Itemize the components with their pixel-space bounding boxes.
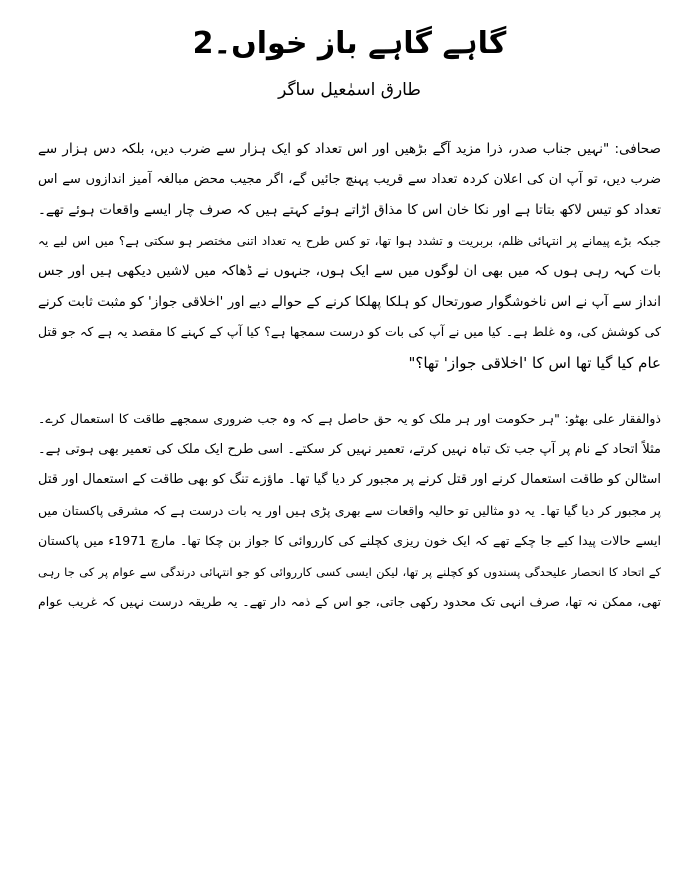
- text-line: تعداد کو تیس لاکھ بتاتا ہے اور نکا خان اس کا مذاق اڑاتے ہوئے کہتے ہیں کہ صرف چار ایسے واقعات ہوئے تھے۔: [38, 202, 661, 218]
- text-line: ضرب دیں، تو آپ ان کی اعلان کردہ تعداد سے قریب پہنچ جائیں گے، اگر مجیب محض مبالغہ آمیز اندازوں سے اس: [38, 171, 661, 187]
- text-line: عام کیا گیا تھا اس کا 'اخلاقی جواز' تھا؟": [408, 353, 661, 372]
- text-line: ذوالفقار علی بھٹو: "ہر حکومت اور ہر ملک کو یہ حق حاصل ہے کہ وہ جب ضروری سمجھے طاقت کا استعمال کرے۔: [38, 411, 661, 426]
- text-line: تھی، ممکن نہ تھا، صرف انہی تک محدود رکھی جاتی، جو اس کے ذمہ دار تھے۔ یہ طریقہ درست نہیں کہ غریب عوام: [38, 594, 661, 609]
- text-line: اسٹالن کو طاقت استعمال کرنے اور قتل کرنے پر مجبور کر دیا گیا تھا۔ ماؤزے تنگ کو بھی طاقت کے استعمال اور قتل: [38, 472, 661, 487]
- text-line: صحافی: "نہیں جناب صدر، ذرا مزید آگے بڑھیں اور اس تعداد کو ایک ہزار سے ضرب دیں، بلکہ دس ہزار سے: [38, 141, 661, 157]
- text-line: انداز سے آپ نے اس ناخوشگوار صورتحال کو ہلکا پھلکا کرنے کے حوالے دیے اور 'اخلاقی جواز' کو مثبت ثابت کرنے: [38, 293, 661, 310]
- text-line: مثلاً اتحاد کے نام پر آپ جب تک تباہ نہیں کرتے، تعمیر نہیں کر سکتے۔ اسی طرح ایک ملک کی تعمیر بھی ہوتی ہے۔: [38, 441, 661, 457]
- text-line: کی کوشش کی، وہ غلط ہے۔ کیا میں نے آپ کی بات کو درست سمجھا ہے؟ کیا آپ کے کہنے کا مقصد یہ ہے کہ جو قتل: [38, 324, 661, 339]
- text-line: ایسے حالات پیدا کیے جا چکے تھے کہ ایک خون ریزی کچلنے کی کارروائی کا جواز بن چکا تھا۔ مارچ 1971ء میں پاکستان: [38, 533, 661, 548]
- paragraph-journalist-question: [38, 134, 661, 378]
- text-line: بات کہہ رہی ہوں کہ میں بھی ان لوگوں میں سے ایک ہوں، جنہوں نے ڈھاکہ میں لاشیں دیکھی ہیں اور جس: [38, 263, 661, 279]
- author-name: طارق اسمٰعیل ساگر: [278, 80, 421, 100]
- text-line: پر مجبور کر دیا گیا تھا۔ یہ دو مثالیں تو حالیہ واقعات سے بھری پڑی ہیں اور یہ بات درست ہے کہ مشرقی پاکستان میں: [38, 502, 661, 518]
- page-title: گاہے گاہے باز خواں۔2: [192, 26, 507, 61]
- text-line: جبکہ بڑے پیمانے پر انتہائی ظلم، بربریت و تشدد ہوا تھا، تو کس طرح یہ تعداد اتنی مختصر ہو سکتی ہے؟ میں اس لیے یہ: [38, 233, 661, 248]
- paragraph-bhutto-answer: [38, 404, 661, 618]
- text-line: کے اتحاد کا انحصار علیحدگی پسندوں کو کچلنے پر تھا، لیکن ایسی کسی کارروائی کو جو انتہائی درندگی سے عوام پر کی جا رہی: [38, 564, 661, 579]
- paragraph-gap: [38, 378, 661, 404]
